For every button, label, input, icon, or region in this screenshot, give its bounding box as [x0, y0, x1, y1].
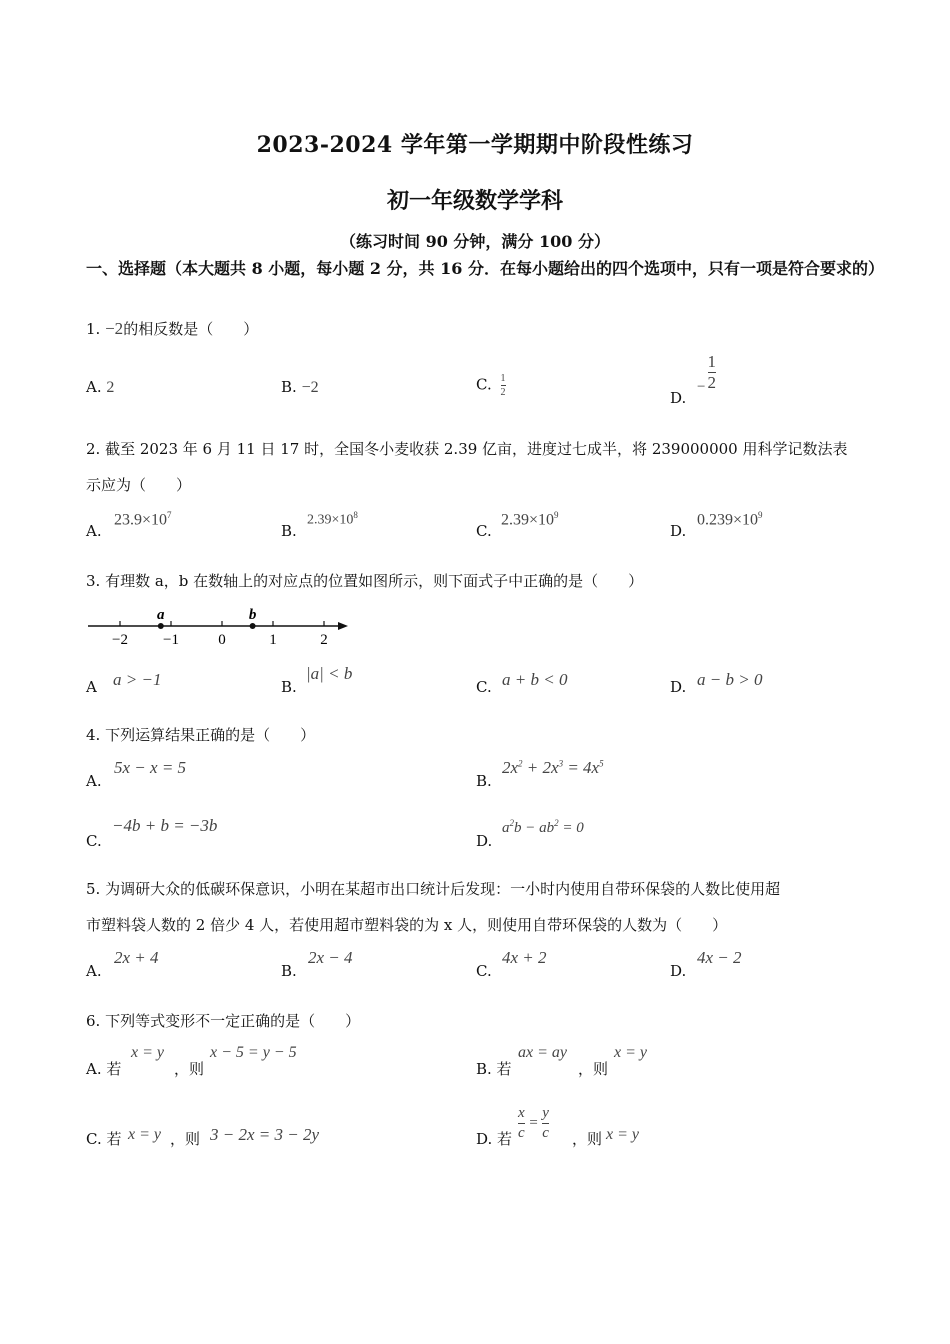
q1-text: 的相反数是（ ）: [123, 320, 259, 338]
q2-option-a: A.: [86, 522, 102, 540]
question-5-line-2: 市塑料袋人数的 2 倍少 4 人，若使用超市塑料袋的为 x 人，则使用自带环保袋的人数为（ ）: [86, 916, 728, 934]
q2-option-d: D.: [670, 522, 687, 540]
question-2-line-2: 示应为（ ）: [86, 476, 192, 494]
q4-option-d-value: $a^2b - ab^2 = 0$: [502, 818, 584, 836]
q5-option-a-value: 2x + 4: [114, 948, 159, 967]
q6-option-d-cond: $\frac{x}{c}$ = $\frac{y}{c}$: [518, 1105, 549, 1141]
q5-option-c-value: 4x + 2: [502, 948, 547, 967]
q5-option-b: B.: [281, 962, 297, 980]
q3-option-b: B.: [281, 678, 297, 696]
q2-option-a-value: $23.9\times 10^7$: [114, 510, 172, 529]
question-6: 6. 下列等式变形不一定正确的是（ ）: [86, 1012, 361, 1030]
label-b: b: [248, 607, 257, 623]
q2-option-c: C.: [476, 522, 492, 540]
tick-label: −1: [163, 632, 179, 648]
q3-option-c: C.: [476, 678, 492, 696]
q6-option-d: D. 若: [476, 1130, 513, 1148]
q5-option-c: C.: [476, 962, 492, 980]
q1-option-d: D. − $\frac{1}{2}$: [670, 352, 717, 407]
q5-option-b-value: 2x − 4: [308, 948, 353, 967]
q6-option-a-cond: x = y: [131, 1044, 164, 1061]
q6-option-b: B. 若: [476, 1060, 512, 1078]
exam-subtitle: 初一年级数学学科: [386, 188, 563, 214]
q3-option-a: A: [86, 678, 97, 696]
q1-option-a: A. 2: [86, 378, 115, 396]
q3-option-b-value: |a| < b: [306, 664, 353, 683]
tick-label: 0: [218, 632, 226, 648]
q6-option-c-then: ，则: [170, 1130, 201, 1148]
question-1: 1. −2的相反数是（ ）: [86, 319, 259, 338]
q3-option-d-value: a − b > 0: [697, 670, 763, 689]
question-3: 3. 有理数 a，b 在数轴上的对应点的位置如图所示，则下面式子中正确的是（ ）: [86, 572, 644, 590]
tick-label: 1: [269, 632, 277, 648]
q5-option-a: A.: [86, 962, 102, 980]
q6-option-d-then: ，则: [572, 1130, 603, 1148]
q2-option-d-value: $0.239\times 10^9$: [697, 510, 763, 529]
q4-option-b: B.: [476, 772, 492, 790]
q6-option-a-result: x − 5 = y − 5: [210, 1044, 297, 1061]
number-line-arrow: [338, 622, 348, 630]
q4-option-c: C.: [86, 832, 102, 850]
question-5-line-1: 5. 为调研大众的低碳环保意识，小明在某超市出口统计后发现：一小时内使用自带环保袋的人数比使用超: [86, 880, 781, 898]
tick-label: 2: [320, 632, 328, 648]
q6-option-b-cond: ax = ay: [518, 1044, 567, 1061]
q6-option-a-then: ，则: [174, 1060, 205, 1078]
q4-option-d: D.: [476, 832, 493, 850]
q3-option-c-value: a + b < 0: [502, 670, 568, 689]
exam-note: （练习时间 90 分钟，满分 100 分）: [340, 232, 610, 251]
q6-option-c-cond: x = y: [128, 1126, 161, 1143]
q2-option-c-value: $2.39\times 10^9$: [501, 510, 559, 529]
exam-title: 2023-2024 学年第一学期期中阶段性练习: [256, 132, 694, 158]
q3-option-a-value: a > −1: [113, 670, 162, 689]
q4-option-a: A.: [86, 772, 102, 790]
q4-option-c-value: −4b + b = −3b: [112, 816, 218, 835]
q5-option-d-value: 4x − 2: [697, 948, 742, 967]
q1-expr: −2: [105, 319, 124, 338]
label-a: a: [157, 607, 165, 623]
number-line: [86, 600, 356, 650]
q2-option-b: B.: [281, 522, 297, 540]
q6-option-d-result: x = y: [606, 1126, 639, 1143]
q6-option-c: C. 若: [86, 1130, 122, 1148]
point-b: [250, 623, 256, 629]
question-2-line-1: 2. 截至 2023 年 6 月 11 日 17 时，全国冬小麦收获 2.39 亿亩，进度过七成半，将 239000000 用科学记数法表: [86, 440, 848, 458]
q2-option-b-value: $2.39\times 10^8$: [307, 510, 358, 528]
section-heading: 一、选择题（本大题共 8 小题，每小题 2 分，共 16 分．在每小题给出的四个选项中，只有一项是符合要求的）: [86, 259, 884, 278]
q1-option-c: C. $\frac{1}{2}$: [476, 373, 506, 398]
q4-option-a-value: 5x − x = 5: [114, 758, 187, 777]
q3-option-d: D.: [670, 678, 687, 696]
q1-option-b: B. −2: [281, 378, 319, 396]
question-4: 4. 下列运算结果正确的是（ ）: [86, 726, 316, 744]
q5-option-d: D.: [670, 962, 687, 980]
point-a: [158, 623, 164, 629]
q6-option-b-result: x = y: [614, 1044, 647, 1061]
q6-option-c-result: 3 − 2x = 3 − 2y: [210, 1125, 320, 1144]
tick-label: −2: [112, 632, 128, 648]
q6-option-a: A. 若: [86, 1060, 122, 1078]
q4-option-b-value: $2x^2 + 2x^3 = 4x^5$: [502, 758, 604, 777]
q6-option-b-then: ，则: [578, 1060, 609, 1078]
